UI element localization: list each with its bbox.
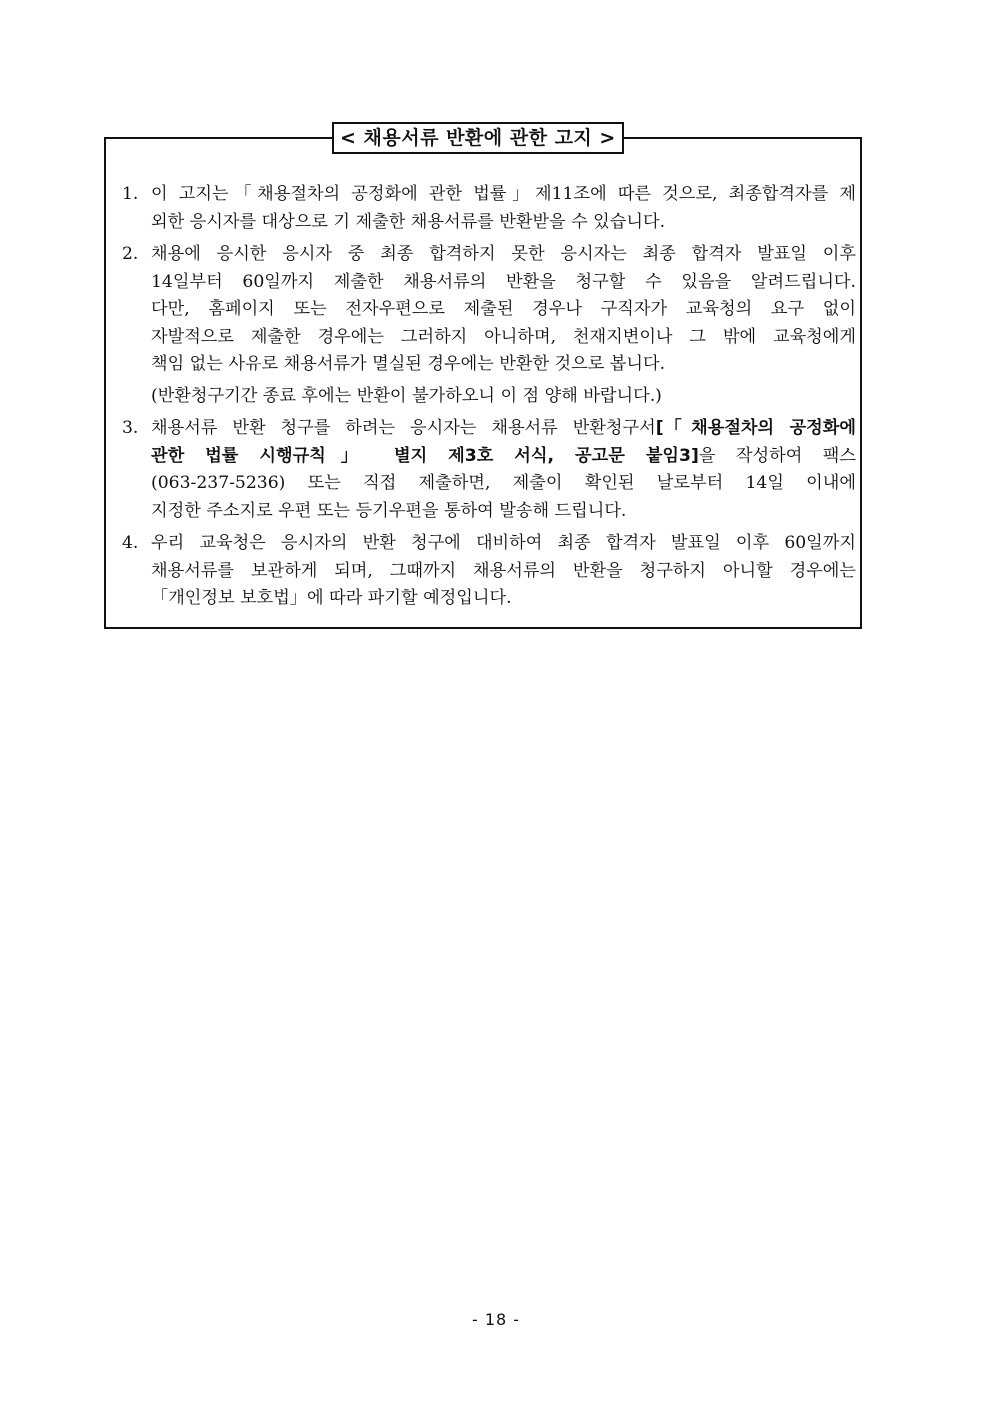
notice-item-2 (122, 241, 856, 410)
notice-item-3 (122, 415, 856, 525)
item-line: 자발적으로 제출한 경우에는 그러하지 아니하며, 천재지변이나 그 밖에 교육청에게 (151, 326, 856, 347)
item-number: 3. (122, 418, 139, 438)
item-line: 다만, 홈페이지 또는 전자우편으로 제출된 경우나 구직자가 교육청의 요구 없이 (151, 299, 856, 319)
item-number: 1. (122, 184, 139, 204)
item-line: 우리 교육청은 응시자의 반환 청구에 대비하여 최종 합격자 발표일 이후 60일까지 (151, 533, 856, 553)
item-line: 책임 없는 사유로 채용서류가 멸실된 경우에는 반환한 것으로 봅니다. (151, 354, 666, 374)
item-line: 외한 응시자를 대상으로 기 제출한 채용서류를 반환받을 수 있습니다. (151, 211, 666, 232)
item-line: 채용서류를 보관하게 되며, 그때까지 채용서류의 반환을 청구하지 아니할 경우에는 (151, 560, 856, 581)
item-text: 을 작성하여 팩스 (698, 445, 856, 466)
item-number: 4. (122, 533, 139, 553)
item-line: 「개인정보 보호법」에 따라 파기할 예정입니다. (151, 588, 512, 608)
item-note: (반환청구기간 종료 후에는 반환이 불가하오니 이 점 양해 바랍니다.) (151, 385, 662, 406)
item-line: 채용에 응시한 응시자 중 최종 합격하지 못한 응시자는 최종 합격자 발표일 이후 (151, 244, 856, 264)
form-reference-bold: 관한 법률 시행규칙」 별지 제3호 서식, 공고문 붙임3] (151, 445, 699, 466)
item-line: 지정한 주소지로 우편 또는 등기우편을 통하여 발송해 드립니다. (151, 500, 627, 521)
notice-item-4 (122, 530, 856, 613)
item-number: 2. (122, 244, 139, 264)
page-number: - 18 - (471, 1310, 521, 1329)
item-line: 이 고지는「채용절차의 공정화에 관한 법률」제11조에 따른 것으로, 최종합격자를 제 (151, 184, 856, 204)
form-reference-bold: [「채용절차의 공정화에 (655, 418, 856, 438)
item-line: 14일부터 60일까지 제출한 채용서류의 반환을 청구할 수 있음을 알려드립니다. (151, 271, 856, 292)
item-text: 채용서류 반환 청구를 하려는 응시자는 채용서류 반환청구서 (151, 418, 656, 438)
notice-title: < 채용서류 반환에 관한 고지 > (332, 122, 624, 154)
item-line: (063-237-5236) 또는 직접 제출하면, 제출이 확인된 날로부터 14일 이내에 (151, 473, 856, 493)
notice-list (122, 181, 856, 618)
item-line (151, 443, 856, 471)
notice-item-1 (122, 181, 856, 236)
item-line (151, 415, 856, 443)
